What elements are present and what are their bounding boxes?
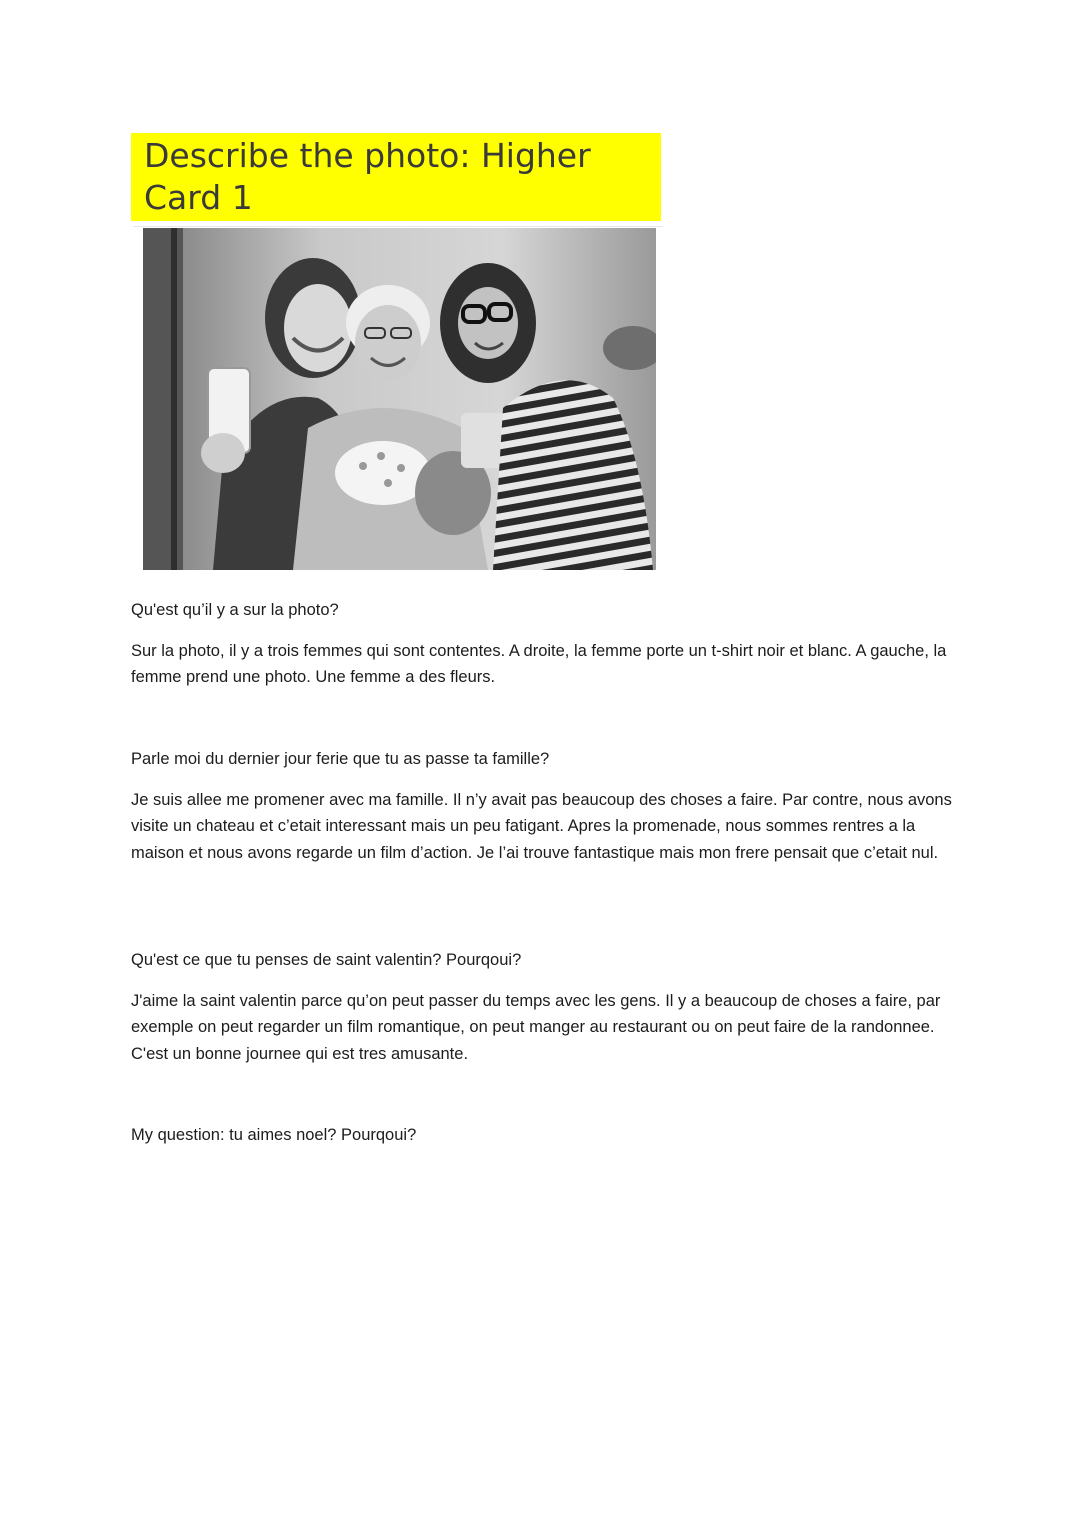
section-photo bbox=[131, 597, 961, 691]
title-line-1: Describe the photo: Higher bbox=[144, 136, 591, 175]
question-2: Parle moi du dernier jour ferie que tu as passe ta famille? bbox=[131, 750, 550, 768]
family-selfie-photo bbox=[143, 228, 656, 570]
answer-1: Sur la photo, il y a trois femmes qui sont contentes. A droite, la femme porte un t-shirt noir et blanc. A gauche, la femme prend une photo. Une femme a des fleurs. bbox=[131, 641, 947, 686]
section-holiday bbox=[131, 746, 961, 866]
title-banner bbox=[131, 133, 661, 221]
answer-2: Je suis allee me promener avec ma famille. Il n’y avait pas beaucoup des choses a faire. Par contre, nous avons visite un chateau et c’etait interessant mais un peu fatigant. Apres la promenade, nous sommes rentres a la maison et nous avons regarde un film d’action. Je l’ai trouve fantastique mais mon frere pensait que c’etait nul. bbox=[131, 790, 952, 862]
question-3: Qu'est ce que tu penses de saint valentin? Pourqoui? bbox=[131, 951, 522, 969]
question-4: My question: tu aimes noel? Pourqoui? bbox=[131, 1126, 417, 1144]
title-divider bbox=[133, 226, 663, 227]
section-valentine bbox=[131, 947, 961, 1067]
section-my-question bbox=[131, 1122, 961, 1149]
question-1: Qu'est qu’il y a sur la photo? bbox=[131, 601, 339, 619]
answer-3: J'aime la saint valentin parce qu’on peut passer du temps avec les gens. Il y a beaucoup de choses a faire, par exemple on peut regarder un film romantique, on peut manger au restaurant ou on peut faire de la randonnee. C'est un bonne journee qui est tres amusante. bbox=[131, 991, 941, 1063]
title-line-2: Card 1 bbox=[144, 178, 253, 217]
